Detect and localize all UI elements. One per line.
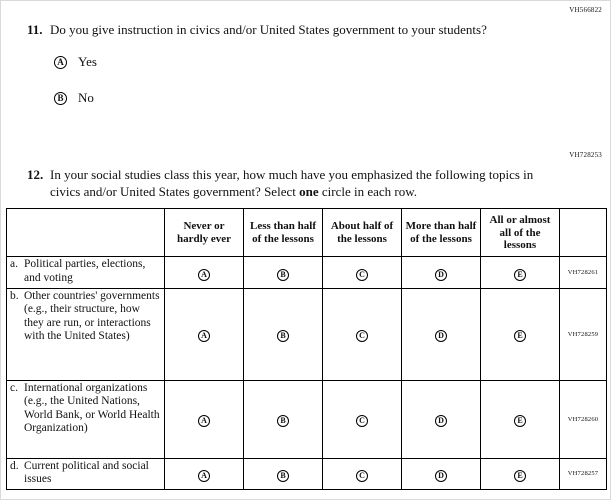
table-row-d	[7, 458, 607, 489]
answer-circle-icon[interactable]: E	[514, 330, 526, 342]
answer-circle-b-icon[interactable]: B	[54, 92, 67, 105]
column-header-less-than-half: Less than half of the lessons	[244, 209, 323, 257]
question-12	[27, 167, 591, 201]
row-c-code: VH728260	[560, 380, 607, 458]
answer-circle-icon[interactable]: D	[435, 470, 447, 482]
answer-circle-icon[interactable]: D	[435, 269, 447, 281]
answer-circle-icon[interactable]: C	[356, 330, 368, 342]
row-b-marker: b.	[10, 289, 19, 302]
answer-circle-icon[interactable]: D	[435, 415, 447, 427]
row-c-marker: c.	[10, 381, 18, 394]
answer-circle-icon[interactable]: E	[514, 470, 526, 482]
question-11-text: Do you give instruction in civics and/or United States government to your students?	[50, 22, 487, 37]
option-no[interactable]	[54, 90, 487, 107]
row-a-label-cell	[7, 257, 165, 288]
answer-circle-icon[interactable]: E	[514, 269, 526, 281]
answer-circle-icon[interactable]: B	[277, 415, 289, 427]
row-b-code: VH728259	[560, 288, 607, 380]
answer-circle-icon[interactable]: E	[514, 415, 526, 427]
row-b-label-cell	[7, 288, 165, 380]
column-header-never: Never or hardly ever	[165, 209, 244, 257]
answer-circle-icon[interactable]: A	[198, 415, 210, 427]
table-row-b	[7, 288, 607, 380]
question-12-text	[50, 167, 542, 201]
answer-circle-icon[interactable]: B	[277, 269, 289, 281]
question-11-body	[50, 22, 487, 107]
answer-circle-icon[interactable]: A	[198, 470, 210, 482]
question-11	[27, 22, 591, 107]
row-b-text: Other countries' governments (e.g., their structure, how they are run, or interactions with the United States)	[24, 289, 160, 343]
table-row-c	[7, 380, 607, 458]
row-a-code: VH728261	[560, 257, 607, 288]
answer-circle-icon[interactable]: C	[356, 470, 368, 482]
answer-circle-icon[interactable]: C	[356, 415, 368, 427]
option-no-label: No	[78, 89, 94, 105]
question-12-stem-after: circle in each row.	[318, 183, 418, 199]
answer-circle-icon[interactable]: A	[198, 330, 210, 342]
row-d-label-cell	[7, 458, 165, 489]
row-c-label-cell	[7, 380, 165, 458]
q12-matrix-table	[6, 208, 607, 489]
column-header-more-than-half: More than half of the lessons	[402, 209, 481, 257]
question-12-stem-bold: one	[299, 183, 319, 199]
answer-circle-icon[interactable]: D	[435, 330, 447, 342]
question-11-number: 11.	[27, 22, 43, 37]
accession-code-q12: VH728253	[569, 150, 602, 159]
header-code-cell	[560, 209, 607, 257]
header-empty-cell	[7, 209, 165, 257]
answer-circle-icon[interactable]: A	[198, 269, 210, 281]
row-c-text: International organizations (e.g., the United Nations, World Bank, or World Health Organization)	[24, 381, 160, 435]
answer-circle-icon[interactable]: B	[277, 470, 289, 482]
table-row-a	[7, 257, 607, 288]
row-a-text: Political parties, elections, and voting	[24, 258, 146, 285]
row-d-code: VH728257	[560, 458, 607, 489]
answer-circle-icon[interactable]: B	[277, 330, 289, 342]
column-header-about-half: About half of the lessons	[323, 209, 402, 257]
answer-circle-icon[interactable]: C	[356, 269, 368, 281]
column-header-all: All or almost all of the lessons	[481, 209, 560, 257]
option-yes-label: Yes	[78, 53, 97, 69]
header-row	[7, 209, 607, 257]
row-a-marker: a.	[10, 258, 18, 271]
accession-code-q11: VH566822	[569, 6, 602, 14]
answer-circle-a-icon[interactable]: A	[54, 56, 67, 69]
question-12-stem-before: In your social studies class this year, how much have you emphasized the following topics in civics and/or United States government? Select	[50, 166, 534, 199]
option-yes[interactable]	[54, 54, 487, 71]
row-d-marker: d.	[10, 459, 19, 472]
row-d-text: Current political and social issues	[24, 459, 149, 486]
question-12-number: 12.	[27, 166, 44, 182]
